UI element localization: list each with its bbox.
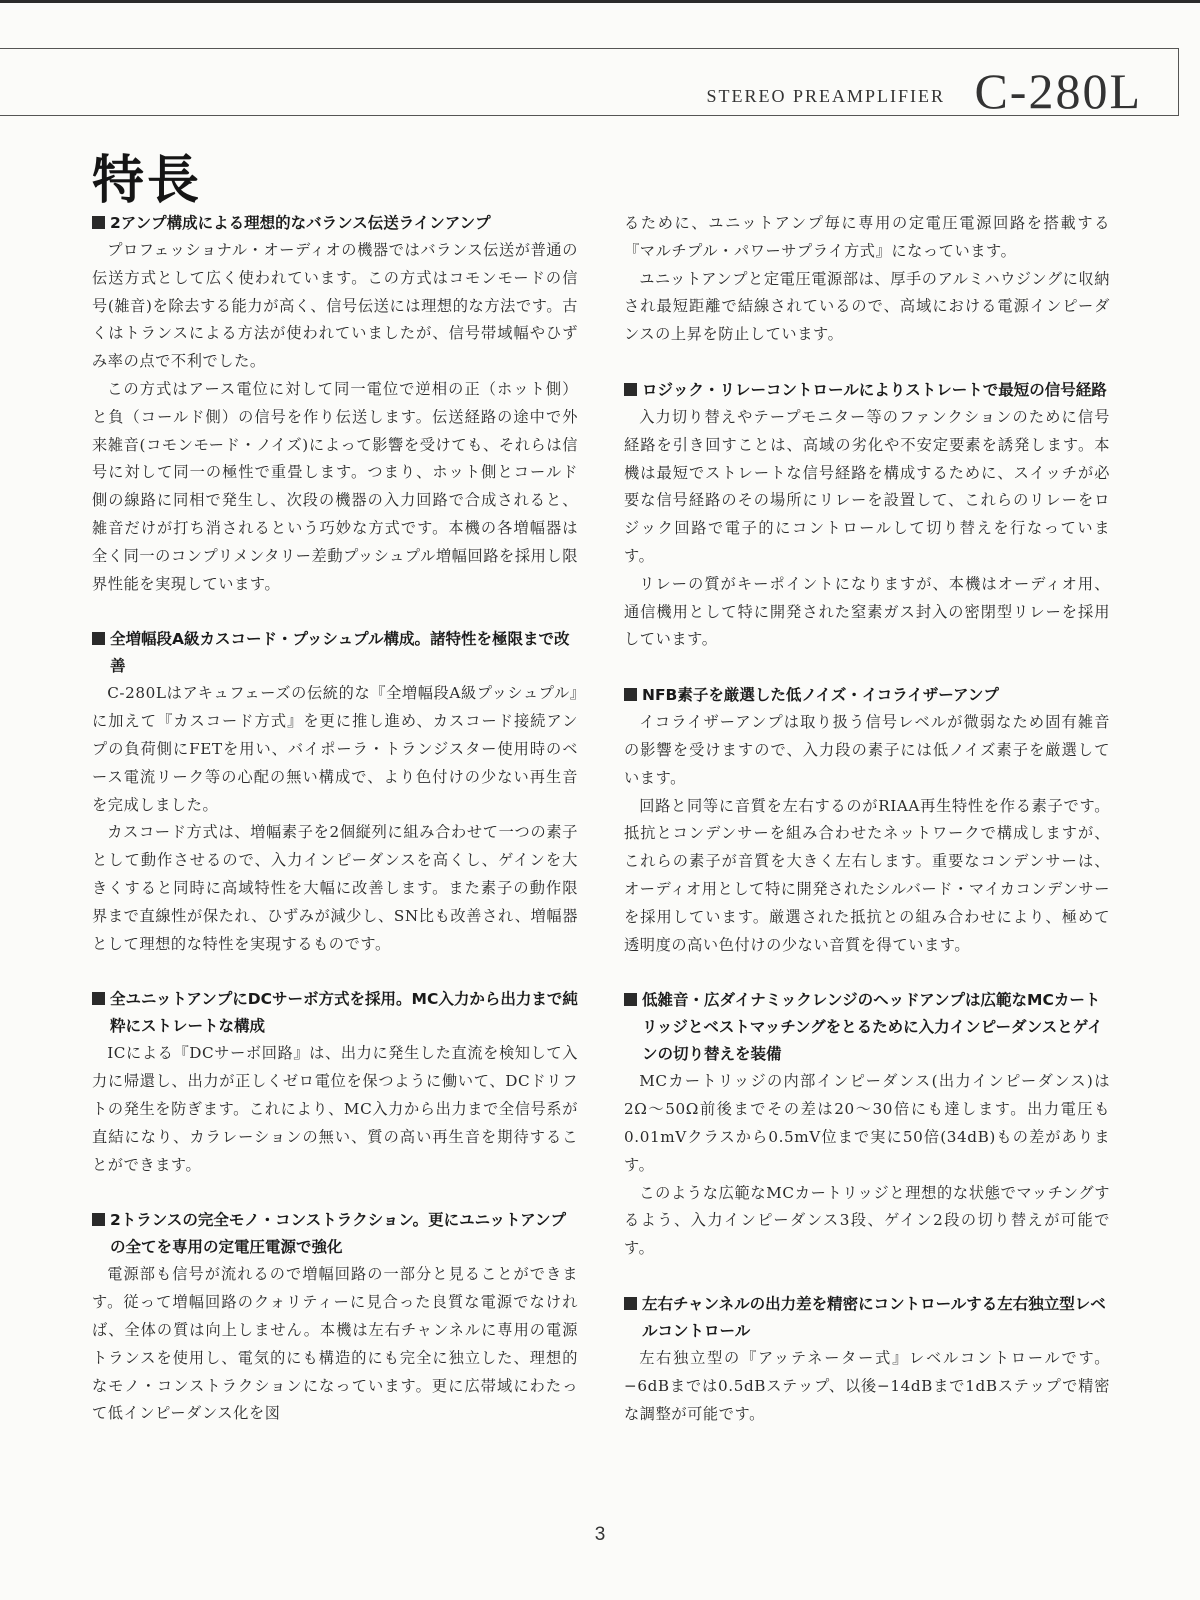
paragraph: 左右独立型の『アッテネーター式』レベルコントロールです。−6dBまでは0.5dBステップ、以後−14dBまで1dBステップで精密な調整が可能です。 <box>624 1348 1110 1423</box>
section-heading: 2トランスの完全モノ・コンストラクション。更にユニットアンプの全てを専用の定電圧電源で強化 <box>92 1207 578 1261</box>
page-title: 特長 <box>92 151 203 211</box>
paragraph: このような広範なMCカートリッジと理想的な状態でマッチングするよう、入力インピーダンス3段、ゲイン2段の切り替えが可能です。 <box>624 1183 1110 1258</box>
section-power-supply-continued <box>624 210 1110 349</box>
model-name: C-280L <box>974 63 1142 119</box>
right-column <box>624 210 1110 1456</box>
section-heading: 左右チャンネルの出力差を精密にコントロールする左右独立型レベルコントロール <box>624 1291 1110 1345</box>
section-mc-head-amp <box>624 987 1110 1263</box>
bullet-square-icon <box>624 993 637 1006</box>
paragraph: リレーの質がキーポイントになりますが、本機はオーディオ用、通信機用として特に開発された窒素ガス封入の密閉型リレーを採用しています。 <box>624 574 1110 649</box>
page-number: 3 <box>594 1524 606 1545</box>
section-heading: 低雑音・広ダイナミックレンジのヘッドアンプは広範なMCカートリッジとベストマッチングをとるために入力インピーダンスとゲインの切り替えを装備 <box>624 987 1110 1068</box>
paragraph: ユニットアンプと定電圧電源部は、厚手のアルミハウジングに収納され最短距離で結線されているので、高域における電源インピーダンスの上昇を防止しています。 <box>624 269 1110 344</box>
section-dc-servo <box>92 986 578 1179</box>
bullet-square-icon <box>92 1213 105 1226</box>
section-class-a-cascode <box>92 626 578 958</box>
header-subtitle: STEREO PREAMPLIFIER <box>706 86 945 106</box>
paragraph: イコライザーアンプは取り扱う信号レベルが微弱なため固有雑音の影響を受けますので、入力段の素子には低ノイズ素子を厳選しています。 <box>624 713 1110 787</box>
section-level-control <box>624 1291 1110 1428</box>
paragraph: MCカートリッジの内部インピーダンス(出力インピーダンス)は2Ω〜50Ω前後までその差は20〜30倍にも達します。出力電圧も0.01mVクラスから0.5mV位まで実に50倍(34dB)もの差があります。 <box>624 1072 1110 1174</box>
section-heading: ロジック・リレーコントロールによりストレートで最短の信号経路 <box>624 377 1110 404</box>
section-logic-relay-control <box>624 377 1110 654</box>
section-heading: 全ユニットアンプにDCサーボ方式を採用。MC入力から出力まで純粋にストレートな構成 <box>92 986 578 1040</box>
paragraph: 入力切り替えやテープモニター等のファンクションのために信号経路を引き回すことは、高域の劣化や不安定要素を誘発します。本機は最短でストレートな信号経路を構成するために、スイッチが必要な信号経路のその場所にリレーを設置して、これらのリレーをロジック回路で電子的にコントロールして切り替えを行なっています。 <box>624 407 1110 565</box>
section-balanced-line-amp <box>92 210 578 598</box>
paragraph: ICによる『DCサーボ回路』は、出力に発生した直流を検知して入力に帰還し、出力が正しくゼロ電位を保つように働いて、DCドリフトの発生を防ぎます。これにより、MC入力から出力まで全信号系が直結になり、カラレーションの無い、質の高い再生音を期待することができます。 <box>92 1044 578 1174</box>
bullet-square-icon <box>92 632 105 645</box>
section-heading: 2アンプ構成による理想的なバランス伝送ラインアンプ <box>92 210 578 237</box>
paragraph: 回路と同等に音質を左右するのがRIAA再生特性を作る素子です。抵抗とコンデンサーを組み合わせたネットワークで構成しますが、これらの素子が音質を大きく左右します。重要なコンデンサーは、オーディオ用として特に開発されたシルバード・マイカコンデンサーを採用しています。厳選された抵抗との組み合わせにより、極めて透明度の高い色付けの少ない音質を得ています。 <box>624 796 1110 954</box>
paragraph: C-280Lはアキュフェーズの伝統的な『全増幅段A級プッシュプル』に加えて『カスコード方式』を更に推し進め、カスコード接続アンプの負荷側にFETを用い、バイポーラ・トランジスター使用時のベース電流リーク等の心配の無い構成で、より色付けの少ない再生音を完成しました。 <box>92 684 578 814</box>
bullet-square-icon <box>624 688 637 701</box>
section-equalizer-amp <box>624 682 1110 959</box>
paragraph: 電源部も信号が流れるので増幅回路の一部分と見ることができます。従って増幅回路のクォリティーに見合った良質な電源でなければ、全体の質は向上しません。本機は左右チャンネルに専用の電源トランスを使用し、電気的にも構造的にも完全に独立した、理想的なモノ・コンストラクションになっています。更に広帯域にわたって低インピーダンス化を図 <box>92 1265 578 1423</box>
paragraph: カスコード方式は、増幅素子を2個縦列に組み合わせて一つの素子として動作させるので、入力インピーダンスを高くし、ゲインを大きくすると同時に高域特性を大幅に改善します。また素子の動作限界まで直線性が保たれ、ひずみが減少し、SN比も改善され、増幅器として理想的な特性を実現するものです。 <box>92 823 578 953</box>
paragraph: この方式はアース電位に対して同一電位で逆相の正（ホット側）と負（コールド側）の信号を作り伝送します。伝送経路の途中で外来雑音(コモンモード・ノイズ)によって影響を受けても、それらは信号に対して同一の極性で重畳します。つまり、ホット側とコールド側の線路に同相で発生し、次段の機器の入力回路で合成されると、雑音だけが打ち消されるという巧妙な方式です。本機の各増幅器は全く同一のコンプリメンタリー差動プッシュプル増幅回路を採用し限界性能を実現しています。 <box>92 379 578 593</box>
bullet-square-icon <box>92 992 105 1005</box>
section-heading: NFB素子を厳選した低ノイズ・イコライザーアンプ <box>624 682 1110 709</box>
section-mono-construction <box>92 1207 578 1428</box>
paragraph: るために、ユニットアンプ毎に専用の定電圧電源回路を搭載する『マルチプル・パワーサプライ方式』になっています。 <box>624 214 1110 260</box>
bullet-square-icon <box>92 216 105 229</box>
top-rule <box>0 0 1200 3</box>
bullet-square-icon <box>624 383 637 396</box>
section-heading: 全増幅段A級カスコード・プッシュプル構成。諸特性を極限まで改善 <box>92 626 578 680</box>
paragraph: プロフェッショナル・オーディオの機器ではバランス伝送が普通の伝送方式として広く使われています。この方式はコモンモードの信号(雑音)を除去する能力が高く、信号伝送には理想的な方法です。古くはトランスによる方法が使われていましたが、信号帯域幅やひずみ率の点で不利でした。 <box>92 241 578 371</box>
left-column <box>92 210 578 1456</box>
bullet-square-icon <box>624 1297 637 1310</box>
